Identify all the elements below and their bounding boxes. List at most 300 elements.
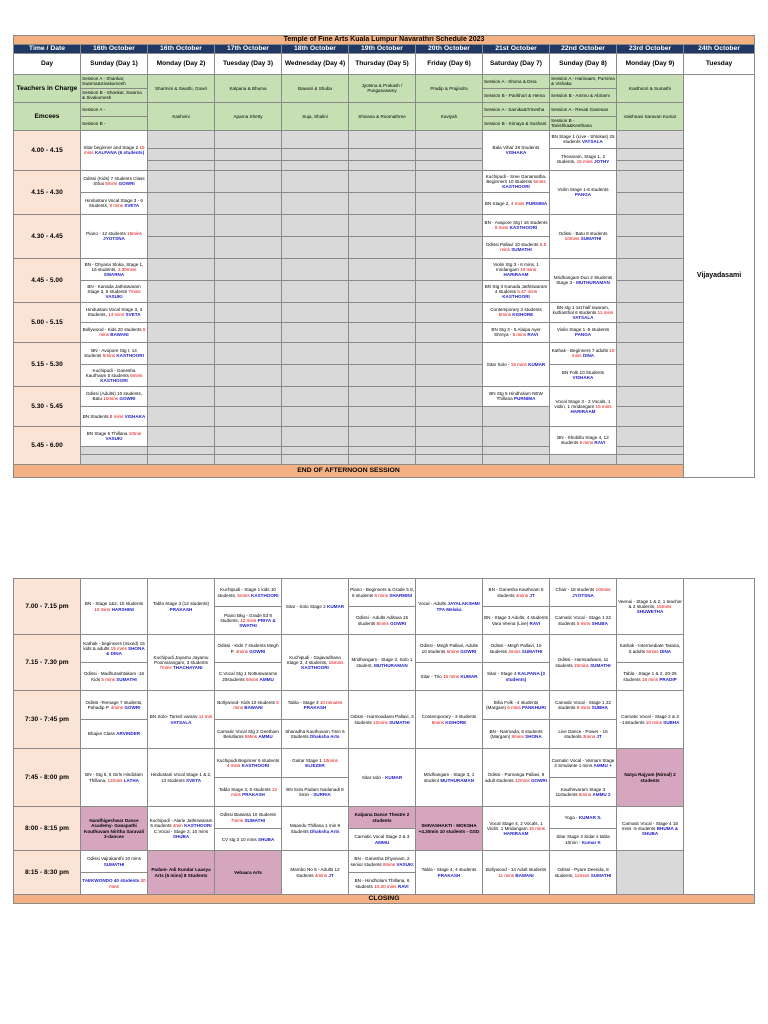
emcees-cell: Aparna Shetty [215, 102, 282, 130]
schedule-cell [349, 749, 416, 807]
schedule-cell [617, 691, 684, 749]
performance-text: Violin Stage 1-6 students [557, 187, 609, 193]
duration: 4mins [515, 592, 529, 598]
teacher-name: VASUKI [396, 861, 414, 867]
emcees-cell: Suja, Shalini [282, 102, 349, 130]
schedule-cell [416, 691, 483, 749]
emcees-cell: Session A - Revati Ganesan [550, 102, 617, 116]
teacher-name: SUMATHI [103, 861, 125, 867]
schedule-cell [148, 851, 215, 895]
teacher-name: KASTHOORI [502, 183, 530, 189]
teacher-name: KASTHOORI [509, 225, 538, 231]
col-header-date: 22nd October [550, 44, 617, 53]
teacher-name: HARIRAAM [570, 408, 596, 414]
duration: 15 mins [576, 159, 593, 165]
duration: 8mins [376, 620, 389, 626]
performance-text: Vocal Stage 3 - 2 Vocals, 1 violin, 1 mridangam [554, 398, 611, 409]
performance-text: Vocal Stage 4, 2 Vocals, 1 Violin, 1 Mridangam [487, 820, 543, 831]
schedule-cell [215, 691, 282, 720]
performance-text: Hindustani Vocal Stage 3 - 6 Students, [85, 198, 143, 209]
col-header-date: 18th October [282, 44, 349, 53]
schedule-cell [81, 406, 148, 426]
performance-text: Contemporary - 3 students [421, 714, 477, 720]
schedule-cell [349, 579, 416, 607]
performance-text: Tabla - Stage 4, 4 students [421, 867, 477, 873]
duration: 10min [128, 431, 142, 437]
day-name: Sunday (Day 8) [550, 53, 617, 74]
performance-text: Odissi - Kids 7 students Megh P. [217, 643, 279, 654]
teacher-name: PRAKASH [437, 872, 461, 878]
performance-text: BN Stage 5 Thillana [86, 431, 128, 437]
performance-text: Kuchipudi - Gajavadhana Stage 3, 4 students, [286, 654, 341, 665]
duration: 5mins [533, 178, 546, 184]
schedule-cell [81, 749, 148, 807]
performance-text: Sitar - Trio [420, 673, 442, 679]
time-slot: 8:15 - 8:30 pm [14, 851, 81, 895]
schedule-cell [550, 170, 617, 214]
performance-text: BN - Stage 3 Adults, 4 students Vara Veena (Live) [484, 615, 548, 626]
teacher-name: KUMAR [528, 361, 546, 367]
schedule-cell [81, 342, 148, 364]
performance-text: Sitar solo - [361, 774, 384, 780]
performance-text: Odissi - Adults Aditava 15 students [355, 615, 409, 626]
duration: 5mins [446, 648, 459, 654]
performance-text: Kathak - Intermediate Tarana, 5 adults [619, 643, 681, 654]
duration: 15 mins [110, 645, 127, 651]
performance-text: Sharadha Kauthuvam 7min 6 Students [285, 728, 345, 739]
performance-text: Vocal - Adults [418, 601, 447, 607]
teacher-name: PURNIMA [525, 200, 548, 206]
schedule-cell [349, 691, 416, 749]
teacher-name: KISHORE [445, 719, 467, 725]
duration: 15 mins [528, 825, 545, 831]
emcees-cell: Session A - [81, 102, 148, 116]
vijayadasami-cell: Vijayadasami [684, 74, 755, 477]
performance-text: Carnatic Vocal Stage 2 & 3 [354, 834, 410, 840]
performance-text: Sitar - Solo Stage 2 [285, 603, 326, 609]
schedule-cell [550, 148, 617, 170]
schedule-cell [282, 807, 349, 851]
performance-text: Tabla Stage 3 (12 students) [152, 601, 210, 607]
schedule-cell [483, 342, 550, 386]
schedule-cell [550, 342, 617, 364]
schedule-cell [550, 130, 617, 148]
performance-text: Live Dance - Power - 15 students [558, 728, 608, 739]
teacher-name: DINA [659, 648, 672, 654]
performance-text: BN - Ganesha Kauthvam 5 students [488, 587, 544, 598]
teacher-name: KASTHOORI [184, 823, 212, 829]
duration: 11 min [198, 714, 213, 720]
schedule-cell [416, 749, 483, 807]
performance-text: Hindustani Vocal Stage 3, 3 Students, [85, 307, 143, 318]
performance-text: Carnatic Vocal - Varnam Stage 3 Smulante 1 mins [551, 757, 615, 768]
teacher-name: VASUKI [105, 293, 123, 299]
time-slot: 4.45 - 5.00 [14, 258, 81, 302]
teacher-name: RAVI [594, 440, 606, 446]
duration: 10 mins [520, 266, 537, 272]
schedule-cell [550, 778, 617, 807]
emcees-cell: Session A - Samika&Trinesha [483, 102, 550, 116]
teacher-name: GOWRI [390, 620, 407, 626]
teacher-name: SVETA [125, 312, 141, 318]
teachers-cell: Kalpana & Bhuma [215, 74, 282, 102]
schedule-cell [215, 607, 282, 635]
schedule-cell [215, 663, 282, 691]
duration: 5 mins [101, 676, 115, 682]
teacher-name: VASUKI [105, 436, 123, 442]
schedule-cell [215, 579, 282, 607]
performance-text: Carnatic Vocal Stg 2 Geetham Belutlams [217, 728, 279, 739]
teacher-name: RAVI [527, 332, 539, 338]
duration: 20 mins [109, 878, 146, 889]
teacher-name: SHONA [525, 734, 542, 739]
performance-text: Violin Stg 3 - 6 mins, 1 mridangam [493, 261, 539, 272]
performance-text: Bala Vihar 28 Students [492, 145, 540, 151]
duration: 7mins [230, 817, 244, 823]
performance-text: Odissi (Adults) 10 students, Batu [85, 391, 143, 402]
schedule-cell [349, 829, 416, 851]
teacher-name: SHARMINI [389, 592, 412, 598]
performance-text: BN Stage 2, [484, 200, 510, 206]
performance-text: BN Stg 5 Hindholam NEW Thillana [489, 391, 543, 402]
teacher-name: KASTHOORI [100, 377, 128, 383]
teacher-name: PANKHURI [522, 705, 546, 710]
duration: 11 mins [498, 872, 515, 878]
teacher-name: KALPANA (6 students) [94, 150, 145, 156]
teacher-name: SUMATHI [511, 247, 532, 253]
performance-text: Tabla - Stage 1 & 2, 20-25 students [623, 671, 677, 682]
duration: 5.5 mins [500, 242, 547, 253]
teacher-name: KUMAR [385, 774, 403, 780]
day-name: Wednesday (Day 4) [282, 53, 349, 74]
teacher-name: SUMATHI [389, 719, 410, 725]
performance-text: BN - Stg 5, 6 Girls Hindolam Thillana, [85, 772, 143, 783]
schedule-cell [81, 364, 148, 386]
duration: 10mins [595, 587, 611, 593]
duration: 12mins [372, 719, 388, 725]
performance-text: BN - Shobillu Stage 4, 12 students [557, 435, 609, 446]
duration: 5mins [245, 676, 259, 682]
emcees-cell: Session B - [81, 116, 148, 130]
schedule-cell [81, 426, 148, 446]
duration: 4 mins [226, 763, 241, 768]
schedule-cell [81, 130, 148, 170]
schedule-cell [617, 749, 684, 807]
teachers-cell: Sharmini & Swathi, Gowri [148, 74, 215, 102]
teacher-name: KASTHOORI [502, 293, 530, 299]
performance-text: Kuchipudi Jayamu Jayamu Poorvarangam, 3 students [153, 654, 209, 665]
duration: 5 mins [576, 620, 591, 626]
teacher-name: VISHAKA [572, 375, 594, 381]
teacher-name: SUMATHI [244, 817, 266, 823]
performance-text: BN Stage 1 (Live - Shlokas) 25 students [551, 134, 615, 145]
emcees-cell: Kashvini [148, 102, 215, 130]
performance-text: Odissi Pallavi 10 students [485, 242, 539, 248]
teacher-name: BHUMA & SHUBA [641, 825, 679, 837]
teacher-name: AMMU [259, 676, 274, 682]
schedule-cell [550, 364, 617, 386]
performance-text: Guitar Stage 1 [292, 757, 322, 763]
schedule-cell [215, 829, 282, 851]
time-slot: 7.15 - 7.30 pm [14, 635, 81, 691]
evening-table [13, 578, 755, 904]
performance-text: Bollywood- Kids 10 students [217, 699, 275, 705]
duration: 15 mins [442, 673, 460, 679]
duration: 3mins [582, 734, 596, 739]
duration: 12 mins [231, 786, 278, 797]
performance-text: BN - Avopore Stg I, 14 students [84, 348, 137, 359]
teacher-name: PURNIMA [513, 396, 536, 402]
schedule-cell [483, 663, 550, 691]
teacher-name: PRAKASH [169, 606, 193, 612]
teacher-name: VISHAKA [505, 150, 527, 156]
teacher-name: GOWRI [249, 648, 266, 654]
schedule-cell [81, 579, 148, 635]
duration: 10 mins [645, 719, 662, 725]
duration: 10mins [323, 757, 338, 763]
duration: 5mins [578, 792, 592, 797]
schedule-cell [550, 426, 617, 454]
day-name: Sunday (Day 1) [81, 53, 148, 74]
schedule-cell [550, 635, 617, 691]
teacher-name: KISHORE [512, 312, 534, 318]
performance-text: BN Solo- Tarsvil varanv [149, 714, 198, 720]
performance-text: Piano Bkg - Grade 53 8 students, [220, 612, 272, 623]
performance-text: Kuchipudi - Ganesha Kauthvam 5 students [85, 367, 136, 378]
teacher-name: Dhaksha Arts [309, 828, 340, 834]
performance-text: CV stg 3 10 mins [221, 836, 257, 842]
col-header-date: 16th October [148, 44, 215, 53]
emcees-cell: Shivana & Roomathree [349, 102, 416, 130]
duration: 4min [172, 823, 183, 829]
teacher-name: RAVI [529, 620, 541, 626]
duration: 14 mins [108, 312, 125, 318]
teacher-name: ARVINDER [116, 731, 141, 737]
duration: 5 mins [99, 327, 146, 338]
teacher-name: GOWRI [460, 648, 477, 654]
teachers-cell: Session A - Shona & Dina [483, 74, 550, 88]
time-slot: 4.30 - 4.45 [14, 214, 81, 258]
teacher-name: AMMU [258, 734, 273, 739]
performance-text: Contemporary 2 students [490, 307, 542, 313]
performance-text: Mridhangam - Stage 3, 1 student [423, 772, 475, 783]
schedule-cell [483, 635, 550, 663]
duration: 5 mins [512, 332, 527, 338]
day-name: Monday (Day 9) [617, 53, 684, 74]
duration: 15mins [656, 603, 672, 609]
duration: 15mins [573, 662, 589, 668]
schedule-cell [550, 829, 617, 851]
teacher-name: JOTHY [593, 159, 610, 165]
performance-text: Thevaram, Stage 1, 2 students, [556, 154, 606, 165]
schedule-cell [81, 170, 148, 192]
schedule-cell [550, 851, 617, 895]
duration: 15mins [127, 231, 142, 237]
duration: 4mins [314, 872, 328, 878]
schedule-cell [550, 607, 617, 635]
teachers-cell: Session B - Ammu & Abirami [550, 88, 617, 102]
schedule-cell [416, 663, 483, 691]
performance-text: TAEKWONDO 40 students [82, 878, 140, 884]
performance-text: Kalpana Dance Theatre 2 students [354, 812, 410, 823]
teacher-name: GOWRI [119, 396, 136, 402]
teachers-label: Teachers in Charge [14, 74, 81, 102]
teacher-name: JT [328, 872, 334, 878]
duration: 7mins [128, 288, 141, 294]
col-header-date: 23rd October [617, 44, 684, 53]
teacher-name: KALPANA (3 students) [505, 671, 545, 682]
duration: 4mins [235, 648, 248, 654]
performance-text: Carnatic Vocal - Stage 2 & 3 -14students [620, 714, 679, 725]
emcees-cell: Session B - Kimaya & Sushant [483, 116, 550, 130]
teacher-name: ELIEZER [305, 763, 325, 768]
teacher-name: KASTHOORI [301, 665, 329, 671]
teacher-name: SHUBA [172, 833, 190, 839]
schedule-cell [81, 192, 148, 214]
col-header-date: 16th October [81, 44, 148, 53]
performance-text: Nandhigeshwar Dance Academy- Ganapathi Kouthuvam Niritha Saravali 3-dances [84, 818, 144, 839]
schedule-cell [81, 214, 148, 258]
duration: 15mins [328, 659, 344, 665]
performance-text: BN Solo Padam Nadanadi 8 5min - [286, 786, 344, 797]
performance-text: Piano - Beginners & Grade 5 8, 6 students [350, 587, 414, 598]
schedule-cell [215, 807, 282, 829]
performance-text: Tabla Stage 3, 6 students [218, 786, 271, 792]
schedule-cell [483, 322, 550, 342]
schedule-cell [483, 720, 550, 749]
duration: 11 mins [597, 309, 614, 315]
performance-text: Kuchipudi Beginner 6 students [216, 757, 280, 763]
duration: 8mins [382, 861, 396, 867]
teacher-name: GOWRI [118, 181, 135, 187]
schedule-cell [416, 579, 483, 635]
schedule-cell [416, 851, 483, 895]
duration: 7mins [159, 665, 172, 671]
teacher-name: Dhaksha Arts [309, 734, 340, 739]
end-of-afternoon-banner: END OF AFTERNOON SESSION [14, 464, 684, 477]
teacher-name: VATSALA [572, 314, 594, 320]
performance-text: Kuchipudi - Alarie Jathiswaram 5 students [149, 818, 213, 829]
performance-text: Veenai - Stage 1 & 2, 1 teacher & 2 students, [618, 598, 682, 609]
performance-text: Sitar - Stage 4 [487, 671, 517, 677]
performance-text: Bhajan Class [87, 731, 115, 737]
time-slot: 4.15 - 4.30 [14, 170, 81, 214]
performance-text: Biha Folk - 4 students (Margam) [486, 699, 539, 710]
performance-text: Piano - 12 students [86, 231, 126, 237]
teacher-name: PRIYA & SWATHI [239, 617, 276, 629]
schedule-cell [416, 635, 483, 663]
col-header-date: 19th October [349, 44, 416, 53]
col-header-date: 24th October [684, 44, 755, 53]
performance-text: BN Folk 10 Students [561, 370, 605, 376]
duration: 4mins [110, 705, 124, 710]
schedule-cell [617, 635, 684, 663]
teacher-name: SVETA [124, 203, 140, 209]
schedule-cell [81, 663, 148, 691]
schedule-cell [483, 130, 550, 170]
teacher-name: SHUBA [257, 836, 275, 842]
schedule-cell [483, 851, 550, 895]
teacher-name: VISHAKA [124, 413, 146, 419]
schedule-cell [483, 807, 550, 851]
duration: 6 mins [576, 705, 591, 710]
col-header-date: 17th October [215, 44, 282, 53]
teacher-name: JT [529, 592, 535, 598]
duration: 6 mins [374, 592, 388, 598]
schedule-cell [617, 807, 684, 851]
teachers-cell: Pradip & Prajindra [416, 74, 483, 102]
duration: 8mins [511, 734, 524, 739]
teacher-name: SUBHA [591, 705, 608, 710]
performance-text: Natya Rajyam (Nirnal) 2 students [624, 772, 676, 783]
schedule-cell [483, 607, 550, 635]
teacher-name: SUMATHI [590, 662, 611, 668]
performance-text: BN Students [82, 413, 109, 419]
teacher-name: PRAKASH [303, 705, 327, 710]
performance-text: Maandu Thillana 1 min 9 Students [289, 823, 341, 834]
teachers-cell: Session A - Harinaam, Purnima & Vishaka [551, 76, 615, 87]
performance-text: Kuchipudi - Sree Ganamatha, Beginners 10 students [485, 173, 547, 184]
duration: 4 mins [510, 200, 525, 206]
teacher-name: PANGA [574, 332, 592, 338]
schedule-cell [483, 214, 550, 236]
teacher-name: THACHAYANI [173, 665, 203, 671]
teacher-name: VATSALA [581, 139, 603, 145]
performance-text: BN - Hindholam Thillana, 6 students [354, 878, 410, 889]
performance-text: Odissi - Pyare Deenda, 8 students, [554, 867, 609, 878]
teacher-name: Kumar K [581, 839, 601, 845]
teacher-name: MUTHURAMAN [373, 662, 408, 668]
performance-text: Kuchipudi - Stage 1 kids 10 students, [217, 587, 276, 598]
time-slot: 5.45 - 6.00 [14, 426, 81, 464]
afternoon-schedule [13, 35, 754, 478]
performance-text: Kauthsvaram Stage 3 11students [555, 786, 606, 797]
duration: 12mins [514, 777, 530, 783]
performance-text: Mambo No 5 - Adults 12 students [290, 867, 340, 878]
schedule-cell [81, 280, 148, 302]
day-label: Day [14, 53, 81, 74]
schedule-cell [81, 807, 148, 851]
schedule-cell [550, 691, 617, 720]
duration: 5mins [237, 592, 250, 598]
day-name: Saturday (Day 7) [483, 53, 550, 74]
performance-text: Odissi - Harmoadarei Pallavi, 3 students [350, 714, 414, 725]
teacher-name: HARSHINI [111, 606, 134, 612]
teacher-name: SHUWETHA [636, 609, 664, 615]
afternoon-table [13, 35, 755, 478]
schedule-cell [483, 280, 550, 302]
duration: 12mins [107, 777, 123, 783]
duration: 12 mins [240, 617, 257, 623]
teacher-name: SUBHA [663, 719, 680, 725]
col-header-date: 20th October [416, 44, 483, 53]
duration: 5mins [102, 353, 116, 359]
duration: 10mins [103, 396, 119, 402]
duration: 5Mins [244, 734, 258, 739]
duration: 10 mins [94, 606, 111, 612]
duration: 15 mins [641, 676, 659, 682]
schedule-cell [282, 635, 349, 691]
emcees-cell: Vaishnavi Saravan Kumar [617, 102, 684, 130]
teacher-name: GOWRI [530, 777, 548, 783]
schedule-cell [550, 322, 617, 342]
schedule-cell [483, 192, 550, 214]
teacher-name: KASTHOORI [241, 763, 270, 768]
teacher-name: PRAKASH [242, 792, 265, 797]
performance-text: Odissi - Batu 8 students [558, 231, 608, 237]
day-name: Tuesday (Day 3) [215, 53, 282, 74]
teacher-name: SVETA [186, 777, 202, 783]
